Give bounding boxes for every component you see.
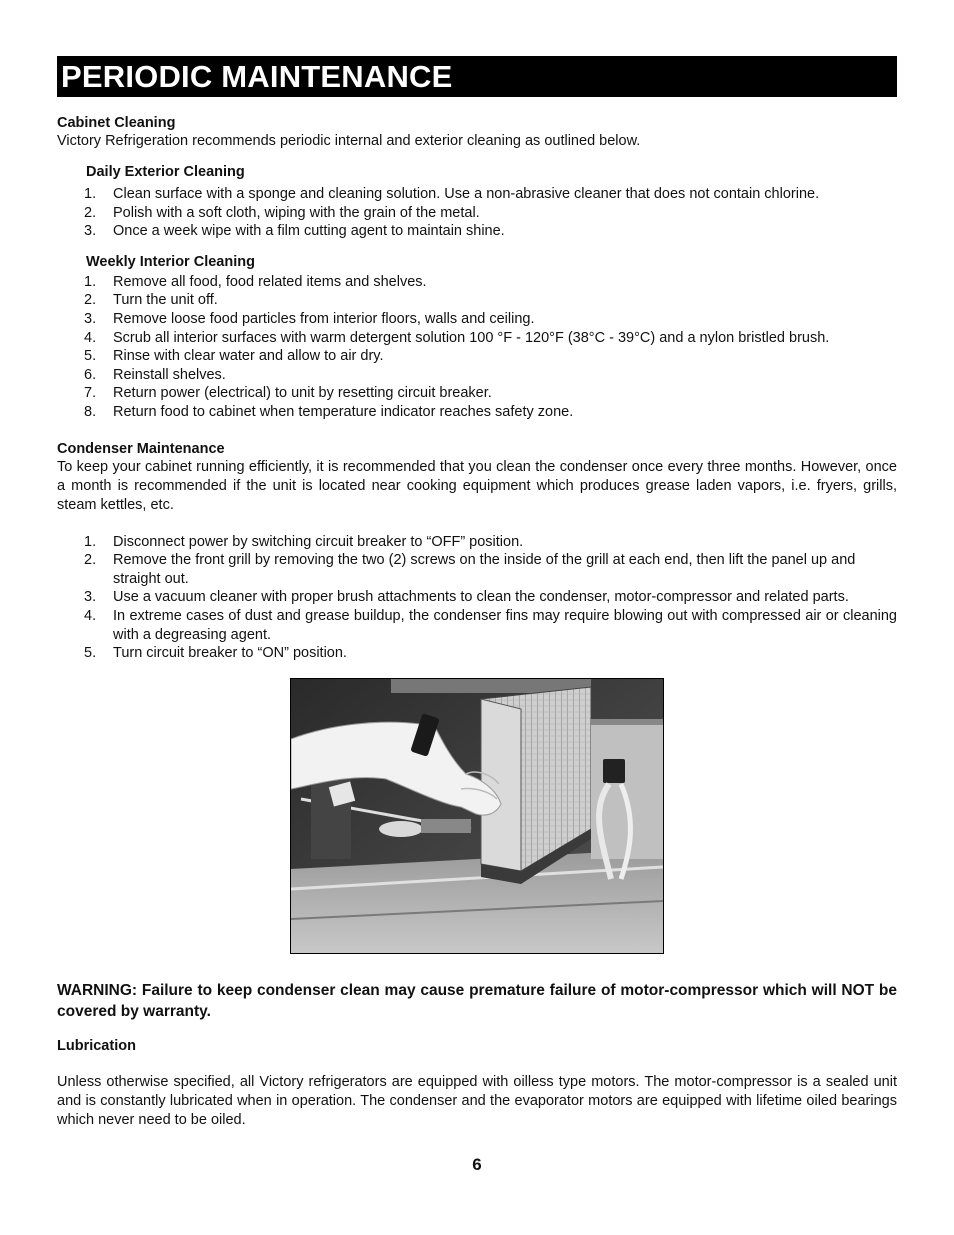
cabinet-cleaning-intro: Victory Refrigeration recommends periodic internal and exterior cleaning as outlined below.: [57, 133, 641, 149]
condenser-list: [57, 533, 897, 663]
weekly-interior-heading: Weekly Interior Cleaning: [86, 253, 255, 270]
condenser-cleaning-photo: [290, 678, 664, 954]
list-item: 3. Once a week wipe with a film cutting agent to maintain shine.: [84, 223, 505, 240]
list-item: 1. Clean surface with a sponge and cleaning solution. Use a non-abrasive cleaner that does not contain chlorine.: [84, 186, 820, 202]
daily-exterior-list: [57, 185, 897, 241]
list-item: 5. Rinse with clear water and allow to air dry.: [84, 348, 384, 365]
list-item: 1. Remove all food, food related items and shelves.: [84, 273, 427, 290]
list-item: 2. Turn the unit off.: [84, 292, 218, 309]
lubrication-text: Unless otherwise specified, all Victory refrigerators are equipped with oilless type motors. The motor-compressor is a sealed unit and is constantly lubricated when in operation. The condenser and the evaporator motors are equipped with lifetime oiled bearings which never need to be oiled.: [57, 1073, 897, 1128]
list-item: 3. Use a vacuum cleaner with proper brush attachments to clean the condenser, motor-compressor and related parts.: [84, 589, 849, 606]
list-item: 3. Remove loose food particles from interior floors, walls and ceiling.: [84, 310, 535, 327]
cabinet-cleaning-heading: Cabinet Cleaning: [57, 115, 176, 131]
page-content: [57, 56, 897, 1130]
list-item: 6. Reinstall shelves.: [84, 366, 226, 383]
condenser-photo-illustration: [291, 679, 663, 953]
list-item: 4. In extreme cases of dust and grease buildup, the condenser fins may require blowing out with compressed air or cleaning with a degreasing agent.: [84, 607, 897, 643]
page-number: 6: [472, 1155, 482, 1174]
page-title: PERIODIC MAINTENANCE: [57, 56, 897, 97]
daily-exterior-heading: Daily Exterior Cleaning: [86, 164, 245, 180]
condenser-heading: Condenser Maintenance: [57, 440, 225, 457]
list-item: 7. Return power (electrical) to unit by resetting circuit breaker.: [84, 385, 492, 402]
list-item: 8. Return food to cabinet when temperature indicator reaches safety zone.: [84, 403, 574, 420]
lubrication-heading: Lubrication: [57, 1037, 136, 1054]
condenser-intro: To keep your cabinet running efficiently, it is recommended that you clean the condenser once every three months. However, once a month is recommended if the unit is located near cooking equipment which produces grease laden vapors, i.e. fryers, grills, steam kettles, etc.: [57, 458, 897, 513]
list-item: 2. Remove the front grill by removing the two (2) screws on the inside of the grill at each end, then lift the panel up and straight out.: [84, 552, 856, 587]
weekly-interior-list: [57, 273, 897, 422]
list-item: 2. Polish with a soft cloth, wiping with the grain of the metal.: [84, 204, 480, 221]
list-item: 4. Scrub all interior surfaces with warm detergent solution 100 °F - 120°F (38°C - 39°C) and a nylon bristled brush.: [84, 329, 830, 346]
warning-text: WARNING: Failure to keep condenser clean may cause premature failure of motor-compressor which will NOT be covered by warranty.: [57, 981, 897, 1020]
list-item: 5. Turn circuit breaker to “ON” position.: [84, 645, 347, 662]
list-item: 1. Disconnect power by switching circuit breaker to “OFF” position.: [84, 533, 524, 550]
